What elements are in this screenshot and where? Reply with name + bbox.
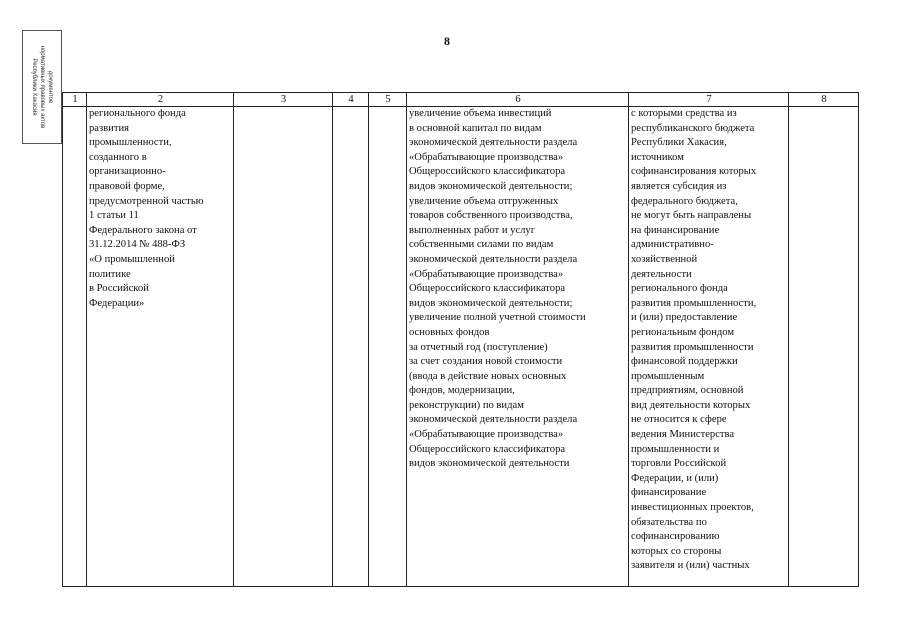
cell-text-line: Общероссийского классификатора (409, 443, 566, 455)
cell-text-line: деятельности (631, 268, 692, 280)
cell-text-line: вид деятельности которых (631, 399, 751, 411)
cell-text-line: за отчетный год (поступление) (409, 341, 548, 353)
cell-text-line: финансирование (631, 487, 707, 499)
cell-text-line: софинансирования которых (631, 166, 757, 178)
document-table (62, 92, 859, 587)
cell-text-line: Федерации» (89, 297, 145, 309)
cell-text-line: увеличение полной учетной стоимости (409, 312, 586, 324)
cell-text-line: в Российской (89, 283, 149, 295)
cell-text-line: ведения Министерства (631, 429, 735, 441)
header-cell: 2 (87, 93, 234, 107)
cell-text-line: реконструкции) по видам (409, 399, 524, 411)
cell-text-line: фондов, модернизации, (409, 385, 515, 397)
cell-text-line: Общероссийского классификатора (409, 166, 566, 178)
cell-text-line: созданного в (89, 151, 147, 163)
header-cell: 1 (63, 93, 87, 107)
stamp-line: Республики Хакасия (31, 58, 37, 116)
cell-text-line: Общероссийского классификатора (409, 283, 566, 295)
cell-text-line: с которыми средства из (631, 108, 737, 119)
cell-text-line: «О промышленной (89, 253, 175, 265)
header-cell: 7 (629, 93, 789, 107)
cell-text-line: предприятиям, основной (631, 385, 744, 397)
cell-text-line: хозяйственной (631, 253, 698, 265)
cell-text-line: республиканского бюджета (631, 122, 755, 134)
cell-text-line: 31.12.2014 № 488-ФЗ (89, 239, 186, 251)
cell-text-line: видов экономической деятельности; (409, 297, 573, 309)
cell-text-line: организационно- (89, 166, 166, 178)
cell-text-line: (ввода в действие новых основных (409, 370, 567, 382)
cell-text-line: увеличение объема инвестиций (409, 108, 552, 119)
header-cell: 4 (333, 93, 369, 107)
cell-text-line: не относится к сфере (631, 414, 727, 426)
cell-text-line: экономической деятельности раздела (409, 414, 578, 426)
cell-text-line: федерального бюджета, (631, 195, 738, 207)
page-number: 8 (444, 34, 450, 48)
cell-text-line: и (или) предоставление (631, 312, 738, 324)
cell-text-line: инвестиционных проектов, (631, 502, 754, 514)
cell-col3 (234, 107, 333, 587)
cell-text-line: предусмотренной частью (89, 195, 204, 207)
cell-text-line: обязательства по (631, 516, 707, 528)
cell-text-line: развития промышленности, (631, 297, 757, 309)
cell-text-line: экономической деятельности раздела (409, 137, 578, 149)
cell-text-line: которых со стороны (631, 545, 722, 557)
header-cell: 8 (789, 93, 859, 107)
cell-text-line: развития (89, 122, 130, 134)
cell-col1 (63, 107, 87, 587)
cell-text-line: политике (89, 268, 131, 280)
cell-text-line: основных фондов (409, 326, 490, 338)
cell-text-line: софинансированию (631, 531, 720, 543)
cell-text-line: является субсидия из (631, 180, 727, 192)
stamp-line: документов (47, 70, 53, 104)
cell-text-line: промышленности и (631, 443, 720, 455)
cell-text-line: товаров собственного производства, (409, 210, 573, 222)
table-header-row (63, 93, 859, 107)
cell-col2 (87, 107, 234, 587)
cell-text-line: на финансирование (631, 224, 720, 236)
cell-text-line: торговли Российской (631, 458, 727, 470)
header-cell: 5 (369, 93, 407, 107)
registration-stamp (22, 30, 62, 144)
cell-text-line: Федерации, и (или) (631, 472, 719, 484)
cell-text-line: финансовой поддержки (631, 356, 738, 368)
cell-text-line: 1 статьи 11 (89, 210, 139, 222)
cell-text-line: «Обрабатывающие производства» (409, 151, 564, 163)
cell-text-line: экономической деятельности раздела (409, 253, 578, 265)
cell-col8 (789, 107, 859, 587)
cell-text-line: собственными силами по видам (409, 239, 554, 251)
cell-text-line: регионального фонда (631, 283, 728, 295)
stamp-line: нормативных правовых актов (39, 45, 45, 129)
cell-text-line: видов экономической деятельности; (409, 180, 573, 192)
cell-text-line: административно- (631, 239, 714, 251)
table-row (63, 107, 859, 587)
cell-text-line: выполненных работ и услуг (409, 224, 536, 236)
cell-text-line: за счет создания новой стоимости (409, 356, 563, 368)
cell-text-line: промышленным (631, 370, 705, 382)
cell-col7 (629, 107, 789, 587)
cell-text-line: развития промышленности (631, 341, 754, 353)
header-cell: 6 (407, 93, 629, 107)
cell-text-line: увеличение объема отгруженных (409, 195, 559, 207)
cell-text-line: региональным фондом (631, 326, 735, 338)
header-cell: 3 (234, 93, 333, 107)
cell-text-line: заявителя и (или) частных (631, 560, 750, 572)
cell-text-line: промышленности, (89, 137, 172, 149)
stamp-text (30, 33, 54, 141)
cell-text-line: видов экономической деятельности (409, 458, 570, 470)
cell-col4 (333, 107, 369, 587)
cell-text-line: «Обрабатывающие производства» (409, 429, 564, 441)
cell-text-line: «Обрабатывающие производства» (409, 268, 564, 280)
cell-text-line: Республики Хакасия, (631, 137, 727, 149)
cell-text-line: в основной капитал по видам (409, 122, 542, 134)
cell-text-line: регионального фонда (89, 108, 186, 119)
cell-col6 (407, 107, 629, 587)
cell-text-line: Федерального закона от (89, 224, 197, 236)
cell-col5 (369, 107, 407, 587)
cell-text-line: источником (631, 151, 684, 163)
cell-text-line: правовой форме, (89, 180, 165, 192)
cell-text-line: не могут быть направлены (631, 210, 752, 222)
